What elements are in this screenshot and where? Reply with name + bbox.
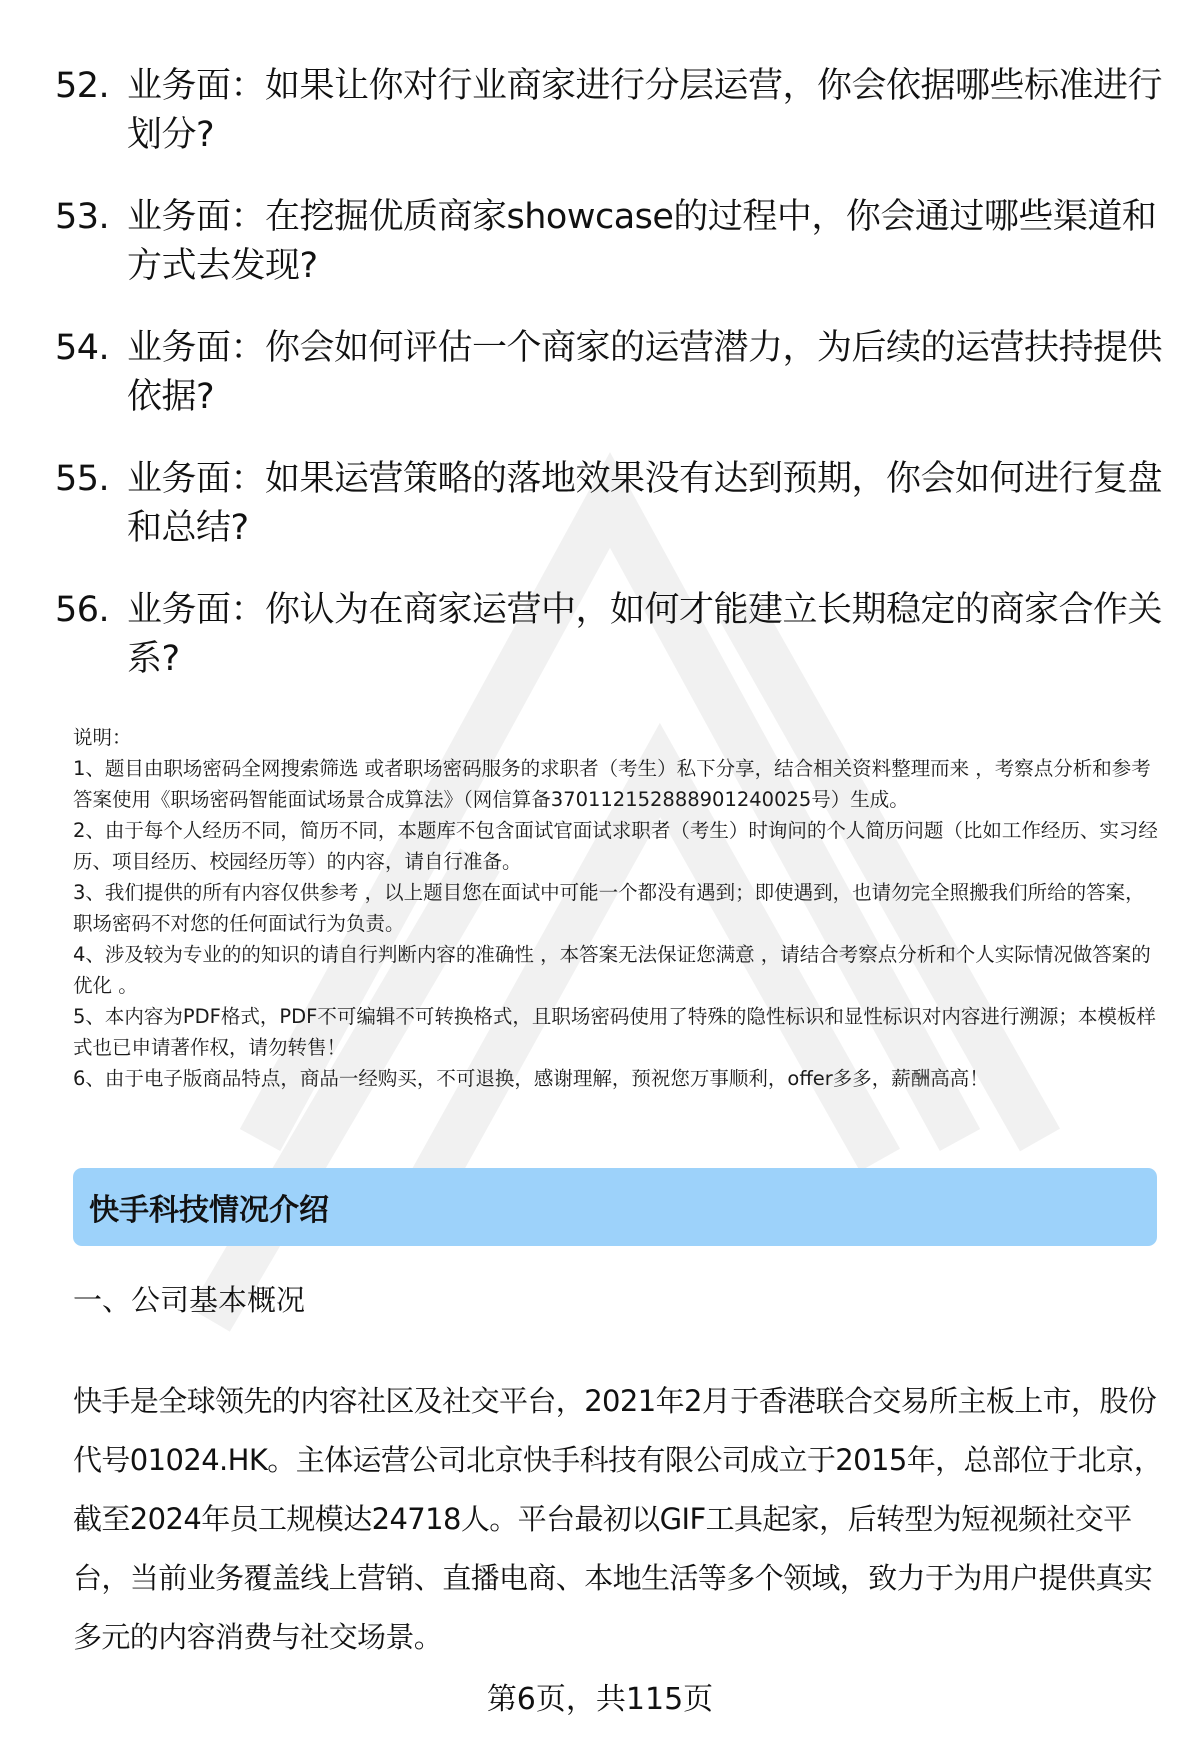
- banner-title: 快手科技情况介绍: [89, 1193, 329, 1228]
- page-indicator: 第6页，共115页: [486, 1682, 714, 1717]
- question-text: 业务面：在挖掘优质商家showcase的过程中，你会通过哪些渠道和方式去发现?: [127, 197, 1157, 286]
- note-item-3: 3、我们提供的所有内容仅供参考 ，以上题目您在面试中可能一个都没有遇到；即使遇到，也请勿完全照搬我们所给的答案，职场密码不对您的任何面试行为负责。: [73, 881, 1145, 935]
- note-item-1: 1、题目由职场密码全网搜索筛选 或者职场密码服务的求职者（考生）私下分享，结合相关资料整理而来 ，考察点分析和参考答案使用《职场密码智能面试场景合成算法》（网信算备370112152888901240025号）生成。: [73, 757, 1151, 811]
- question-number: 54.: [55, 328, 110, 368]
- question-number: 55.: [55, 459, 110, 499]
- note-item-5: 5、本内容为PDF格式，PDF不可编辑不可转换格式，且职场密码使用了特殊的隐性标识和显性标识对内容进行溯源；本模板样式也已申请著作权，请勿转售！: [73, 1005, 1156, 1059]
- note-item-4: 4、涉及较为专业的的知识的请自行判断内容的准确性 ，本答案无法保证您满意 ，请结合考察点分析和个人实际情况做答案的优化 。: [73, 943, 1151, 997]
- question-number: 53.: [55, 197, 110, 237]
- disclaimer-notes: [73, 722, 1163, 1094]
- question-text: 业务面：你认为在商家运营中，如何才能建立长期稳定的商家合作关系?: [127, 590, 1163, 679]
- company-overview-paragraph: 快手是全球领先的内容社区及社交平台，2021年2月于香港联合交易所主板上市，股份代号01024.HK。主体运营公司北京快手科技有限公司成立于2015年，总部位于北京，截至2024年员工规模达24718人。平台最初以GIF工具起家，后转型为短视频社交平台，当前业务覆盖线上营销、直播电商、本地生活等多个领域，致力于为用户提供真实多元的内容消费与社交场景。: [73, 1384, 1163, 1654]
- question-52: [55, 62, 1165, 160]
- question-53: [55, 193, 1165, 291]
- question-number: 56.: [55, 590, 110, 630]
- question-text: 业务面：你会如何评估一个商家的运营潜力，为后续的运营扶持提供依据?: [127, 328, 1163, 417]
- notes-title: 说明：: [73, 726, 132, 749]
- note-item-2: 2、由于每个人经历不同，简历不同，本题库不包含面试官面试求职者（考生）时询问的个人简历问题（比如工作经历、实习经历、项目经历、校园经历等）的内容，请自行准备。: [73, 819, 1158, 873]
- question-54: [55, 324, 1165, 422]
- question-text: 业务面：如果让你对行业商家进行分层运营，你会依据哪些标准进行划分?: [127, 66, 1163, 155]
- question-56: [55, 586, 1165, 684]
- note-item-6: 6、由于电子版商品特点，商品一经购买，不可退换，感谢理解，预祝您万事顺利，offer多多，薪酬高高！: [73, 1067, 989, 1090]
- section-heading: 一、公司基本概况: [73, 1283, 306, 1317]
- question-text: 业务面：如果运营策略的落地效果没有达到预期，你会如何进行复盘和总结?: [127, 459, 1163, 548]
- question-55: [55, 455, 1165, 553]
- section-banner: [73, 1168, 1157, 1246]
- question-number: 52.: [55, 66, 110, 106]
